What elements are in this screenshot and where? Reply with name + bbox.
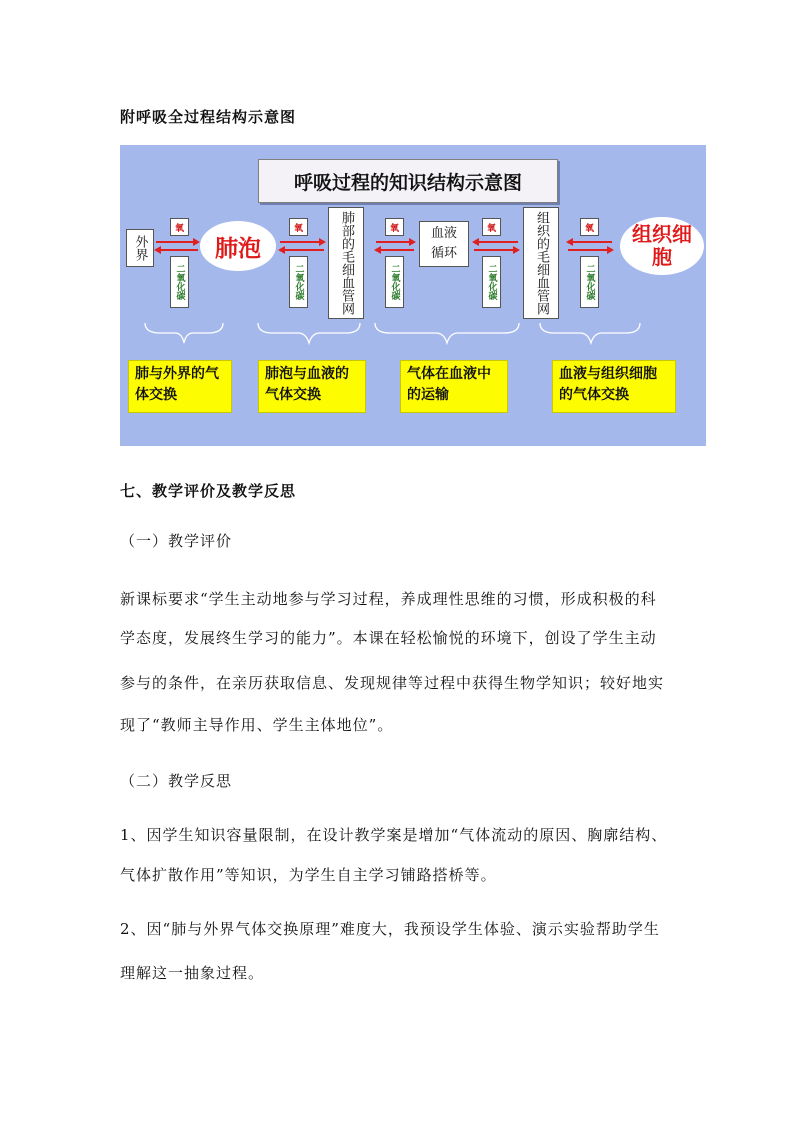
stage-blood-transport: 气体在血液中的运输 — [400, 360, 508, 413]
list-item-line: 1、因学生知识容量限制，在设计教学案是增加“气体流动的原因、胸廓结构、 — [120, 826, 668, 844]
list-item-line: 气体扩散作用”等知识，为学生自主学习铺路搭桥等。 — [120, 866, 497, 884]
co2-label: 二氧化碳 — [289, 256, 308, 308]
oxygen-arrow — [568, 241, 612, 243]
node-tissue-capillary: 组织的毛细血管网 — [523, 207, 559, 319]
subsection-title: （二）教学反思 — [120, 772, 233, 790]
list-item-line: 2、因“肺与外界气体交换原理”难度大，我预设学生体验、演示实验帮助学生 — [120, 920, 660, 938]
co2-arrow — [568, 249, 612, 251]
node-lung-capillary: 肺部的毛细血管网 — [328, 207, 364, 319]
oxygen-label: 氧 — [385, 218, 404, 236]
grouping-braces — [120, 321, 706, 361]
co2-arrow — [280, 249, 324, 251]
co2-label: 二氧化碳 — [482, 256, 501, 308]
oxygen-arrow — [280, 241, 324, 243]
list-item-line: 理解这一抽象过程。 — [120, 964, 265, 982]
node-outside: 外界 — [126, 229, 154, 267]
paragraph-line: 参与的条件，在亲历获取信息、发现规律等过程中获得生物学知识；较好地实 — [120, 674, 665, 692]
section-title: 七、教学评价及教学反思 — [120, 482, 297, 500]
co2-label: 二氧化碳 — [385, 256, 404, 308]
stage-alveoli-blood-exchange: 肺泡与血液的气体交换 — [258, 360, 366, 413]
subsection-title: （一）教学评价 — [120, 532, 233, 550]
co2-arrow — [376, 249, 414, 251]
figure-caption: 附呼吸全过程结构示意图 — [120, 108, 297, 126]
oxygen-arrow — [474, 241, 518, 243]
co2-label: 二氧化碳 — [580, 256, 599, 308]
node-alveoli: 肺泡 — [200, 221, 276, 271]
oxygen-arrow — [156, 241, 198, 243]
co2-label: 二氧化碳 — [170, 256, 189, 308]
oxygen-arrow — [376, 241, 414, 243]
diagram-title: 呼吸过程的知识结构示意图 — [258, 159, 558, 203]
respiration-diagram — [120, 145, 706, 446]
oxygen-label: 氧 — [289, 218, 308, 236]
stage-blood-tissue-exchange: 血液与组织细胞的气体交换 — [552, 360, 676, 413]
oxygen-label: 氧 — [170, 218, 189, 236]
oxygen-label: 氧 — [482, 218, 501, 236]
oxygen-label: 氧 — [580, 218, 599, 236]
node-blood-circulation: 血液循环 — [419, 221, 469, 267]
co2-arrow — [474, 249, 518, 251]
paragraph-line: 现了“教师主导作用、学生主体地位”。 — [120, 716, 394, 734]
co2-arrow — [156, 249, 198, 251]
paragraph-line: 学态度，发展终生学习的能力”。本课在轻松愉悦的环境下，创设了学生主动 — [120, 629, 657, 647]
paragraph-line: 新课标要求“学生主动地参与学习过程，养成理性思维的习惯，形成积极的科 — [120, 590, 657, 608]
node-tissue-cells: 组织细胞 — [620, 217, 704, 275]
stage-lung-outside-exchange: 肺与外界的气体交换 — [128, 360, 232, 413]
